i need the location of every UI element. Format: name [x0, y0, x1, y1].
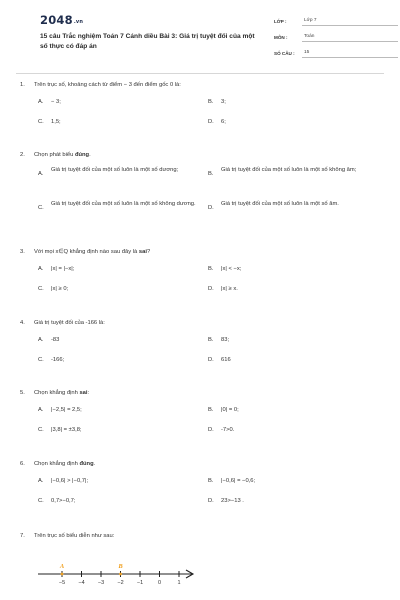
option-b[interactable]: B. |x| < −x;: [208, 266, 242, 272]
number-line-point-label: B: [118, 563, 123, 570]
options: [38, 337, 378, 377]
meta-row-grade: LỚP : Lớp 7: [274, 13, 398, 26]
question-text: Chọn khẳng định đúng.: [34, 461, 96, 467]
option-a[interactable]: A. |−0,6| > |−0,7|;: [38, 478, 89, 484]
option-b[interactable]: B. 3;: [208, 99, 226, 105]
option-d[interactable]: D. -7>0.: [208, 427, 235, 433]
number-line-tick-label: −2: [117, 580, 124, 586]
question-text: Chọn khẳng định sai:: [34, 390, 90, 396]
question-7: 7. Trên trục số biểu diễn như sau:: [20, 533, 115, 539]
number-line-tick-label: 0: [157, 580, 162, 586]
number-line-tick-label: −3: [97, 580, 105, 586]
option-a[interactable]: A. -83: [38, 337, 60, 343]
option-b[interactable]: B. 83;: [208, 337, 230, 343]
options: [38, 166, 378, 230]
number-line-point: [61, 573, 64, 576]
options: [38, 266, 378, 306]
option-d[interactable]: D. Giá trị tuyệt đối của một số luôn là một số âm.: [208, 201, 339, 211]
question-2: 2. Chọn phát biểu đúng. A. Giá trị tuyệt đối của một số luôn là một số dương; B. Giá trị tuyệt đối của một số luôn là một số không âm; C. Giá trị tuyệt đối của một số luôn là một số không dương. D. Giá trị tuyệt đối của một số luôn là một số âm.: [20, 152, 378, 230]
option-d[interactable]: D. 23>−13 .: [208, 498, 244, 504]
option-a[interactable]: A. |−2,5| = 2,5;: [38, 407, 82, 413]
question-3: 3. Với mọi x∈Q khẳng định nào sau đây là sai? A. |x| = |−x|; B. |x| < −x; C. |x| ≥ 0; D. |x| ≥ x.: [20, 249, 378, 306]
meta-info: [274, 13, 398, 61]
number-line-figure: [36, 556, 206, 590]
option-a[interactable]: A. |x| = |−x|;: [38, 266, 75, 272]
question-text: Chọn phát biểu đúng.: [34, 152, 91, 158]
question-1: 1. Trên trục số, khoảng cách từ điểm − 3 đến điểm gốc 0 là: A. − 3; B. 3; C. 1,5; D. 6;: [20, 82, 378, 139]
number-line-tick-label: −4: [78, 580, 85, 586]
option-c[interactable]: C. |x| ≥ 0;: [38, 286, 69, 292]
header: [20, 0, 378, 74]
page-title: 15 câu Trắc nghiệm Toán 7 Cánh diều Bài 3: Giá trị tuyệt đối của một số thực có đáp án: [40, 33, 255, 50]
option-b[interactable]: B. Giá trị tuyệt đối của một số luôn là một số không âm;: [208, 167, 357, 177]
option-b[interactable]: B. |−0,6| = −0,6;: [208, 478, 256, 484]
option-c[interactable]: C. 1,5;: [38, 119, 61, 125]
option-c[interactable]: C. |3,8| = ±3,8;: [38, 427, 82, 433]
header-divider: [16, 73, 384, 74]
question-text: Giá trị tuyệt đối của -166 là:: [34, 320, 105, 326]
question-text: Trên trục số, khoảng cách từ điểm − 3 đến điểm gốc 0 là:: [34, 82, 181, 88]
options: [38, 478, 378, 518]
number-line-point: [119, 573, 122, 576]
question-5: 5. Chọn khẳng định sai: A. |−2,5| = 2,5; B. |0| = 0; C. |3,8| = ±3,8; D. -7>0.: [20, 390, 378, 447]
option-d[interactable]: D. |x| ≥ x.: [208, 286, 238, 292]
options: [38, 99, 378, 139]
number-line-tick-label: 1: [177, 580, 181, 586]
question-text: Với mọi x∈Q khẳng định nào sau đây là sai?: [34, 249, 151, 255]
number-line-point-label: A: [59, 563, 65, 570]
option-c[interactable]: C. Giá trị tuyệt đối của một số luôn là một số không dương.: [38, 201, 196, 211]
option-a[interactable]: A. Giá trị tuyệt đối của một số luôn là một số dương;: [38, 167, 179, 177]
option-c[interactable]: C. 0,7>−0,7;: [38, 498, 76, 504]
question-text: Trên trục số biểu diễn như sau:: [34, 533, 115, 539]
option-c[interactable]: C. -166;: [38, 357, 65, 363]
option-b[interactable]: B. |0| = 0;: [208, 407, 239, 413]
question-4: 4. Giá trị tuyệt đối của -166 là: A. -83 B. 83; C. -166; D. 616: [20, 320, 378, 377]
meta-row-subject: MÔN : Toán: [274, 29, 398, 42]
question-6: 6. Chọn khẳng định đúng. A. |−0,6| > |−0,7|; B. |−0,6| = −0,6; C. 0,7>−0,7; D. 23>−13 .: [20, 461, 378, 518]
site-logo[interactable]: $2048^{.vn}$: [40, 13, 84, 27]
options: [38, 407, 378, 447]
option-d[interactable]: D. 6;: [208, 119, 226, 125]
option-a[interactable]: A. − 3;: [38, 99, 61, 105]
number-line-tick-label: −1: [136, 580, 144, 586]
number-line-tick-label: −5: [58, 580, 66, 586]
meta-row-count: SỐ CÂU : 15: [274, 45, 398, 58]
option-d[interactable]: D. 616: [208, 357, 231, 363]
